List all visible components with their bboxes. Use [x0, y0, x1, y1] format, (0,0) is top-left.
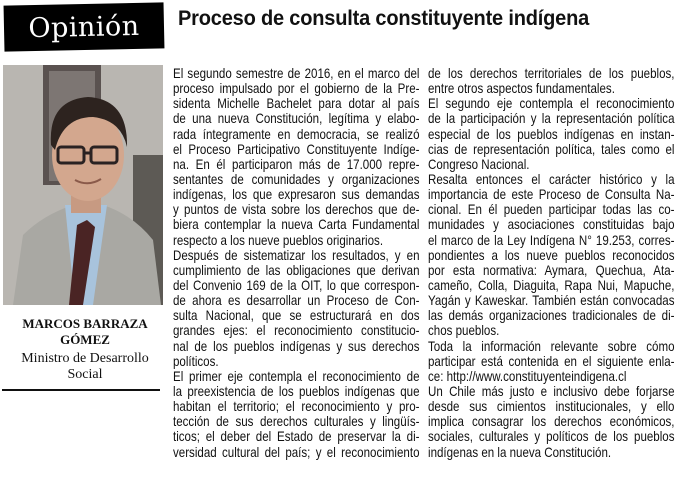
- paragraph-line: Toda la información relevante sobre cómo: [428, 338, 675, 354]
- paragraph-line: cional. En él pueden participar todas las co-: [428, 202, 675, 218]
- divider: [2, 389, 160, 391]
- paragraph-line: El primer eje contempla el reconocimiento de: [173, 368, 420, 384]
- author-name-line2: GÓMEZ: [60, 332, 110, 347]
- paragraph-line: implica consagrar los derechos económicos,: [428, 414, 675, 430]
- author-role-line2: Social: [67, 367, 103, 382]
- paragraph-line: las demás organizaciones tradicionales de di-: [428, 308, 675, 324]
- paragraph-line: na. En él participaron más de 17.000 repre-: [173, 156, 420, 172]
- paragraph-line: sidenta Michelle Bachelet para dotar al país: [173, 96, 420, 112]
- paragraph-line: entre otros aspectos fundamentales.: [428, 81, 615, 97]
- paragraph-line: habitan el territorio; el reconocimiento y pro-: [173, 399, 420, 415]
- paragraph-line: proceso impulsado por el gobierno de la Pre-: [173, 81, 420, 97]
- author-block: [0, 316, 170, 383]
- paragraph-line: la preexistencia de los pueblos indígenas que: [173, 383, 420, 399]
- paragraph-line: de los derechos territoriales de los pueblos,: [428, 66, 675, 81]
- article-column-2: [428, 66, 675, 460]
- author-name-line1: MARCOS BARRAZA: [22, 316, 148, 331]
- paragraph-line: Un Chile más justo e inclusivo debe forjarse: [428, 383, 675, 399]
- article-title: Proceso de consulta constituyente indígena: [178, 6, 590, 30]
- paragraph-line: Resalta entonces el carácter histórico y la: [428, 171, 675, 187]
- author-photo: [3, 65, 163, 305]
- paragraph-line: ticos; el deber del Estado de preservar la di-: [173, 429, 420, 445]
- paragraph-line: participar está contenida en el siguiente enla-: [428, 353, 675, 369]
- paragraph-line: Congreso Nacional.: [428, 156, 530, 172]
- paragraph-line: desde sus cimientos institucionales, y ello: [428, 399, 675, 415]
- paragraph-line: respecto a los nueve pueblos originarios.: [173, 232, 384, 248]
- article-column-1: [173, 66, 420, 460]
- paragraph-line: El segundo semestre de 2016, en el marco del: [173, 66, 420, 81]
- paragraph-line: por esta normativa: Aymara, Quechua, Ata-: [428, 262, 675, 278]
- paragraph-line: cias de representación política, tales como el: [428, 141, 675, 157]
- paragraph-line: grandes ejes: el reconocimiento constitucio-: [173, 323, 420, 339]
- paragraph-line: cumplimiento de las obligaciones que derivan: [173, 262, 420, 278]
- paragraph-line: especial de los pueblos indígenas en instan-: [428, 126, 675, 142]
- paragraph-line: de una nueva Constitución, legítima y elabo-: [173, 111, 420, 127]
- paragraph-line: el marco de la Ley Indígena N° 19.253, corres-: [428, 232, 675, 248]
- paragraph-line: sulta Nacional, que se estructurará en dos: [173, 308, 420, 324]
- section-label: [4, 2, 165, 51]
- paragraph-line: y puntos de vista sobre los derechos que de-: [173, 202, 420, 218]
- paragraph-line: Yagán y Kaweskar. También están convocadas: [428, 293, 675, 309]
- paragraph-line: sociales, culturales y políticos de los pueblos: [428, 429, 675, 445]
- author-role-line1: Ministro de Desarrollo: [21, 351, 149, 366]
- paragraph-line: ce: http://www.constituyenteindigena.cl: [428, 368, 627, 384]
- paragraph-line: de ahora es desarrollar un Proceso de Con-: [173, 293, 420, 309]
- paragraph-line: cameño, Colla, Diaguita, Rapa Nui, Mapuche,: [428, 277, 675, 293]
- paragraph-line: indígenas en la nueva Constitución.: [428, 444, 612, 460]
- paragraph-line: el Proceso Participativo Constituyente Indíge-: [173, 141, 420, 157]
- paragraph-line: tección de sus derechos culturales y lingüís-: [173, 414, 420, 430]
- paragraph-line: de la participación y la representación política: [428, 111, 675, 127]
- paragraph-line: versidad cultural del país; y el reconocimiento: [173, 444, 420, 460]
- paragraph-line: rada íntegramente en democracia, se realizó: [173, 126, 420, 142]
- paragraph-line: importancia de este Proceso de Consulta Na-: [428, 187, 675, 203]
- paragraph-line: El segundo eje contempla el reconocimiento: [428, 96, 675, 112]
- paragraph-line: chos pueblos.: [428, 323, 500, 339]
- paragraph-line: nal de los pueblos indígenas y sus derechos: [173, 338, 420, 354]
- paragraph-line: Después de sistematizar los resultados, y en: [173, 247, 420, 263]
- paragraph-line: pondientes a los nueve pueblos reconocidos: [428, 247, 675, 263]
- paragraph-line: biera contemplar la nueva Carta Fundamental: [173, 217, 420, 233]
- paragraph-line: sentantes de comunidades y organizaciones: [173, 171, 420, 187]
- paragraph-line: munidades y asociaciones constituidas bajo: [428, 217, 675, 233]
- paragraph-line: indígenas, los que expresaron sus demandas: [173, 187, 420, 203]
- paragraph-line: políticos.: [173, 353, 219, 369]
- paragraph-line: del Convenio 169 de la OIT, lo que correspon-: [173, 277, 420, 293]
- section-label-text: Opinión: [28, 10, 140, 44]
